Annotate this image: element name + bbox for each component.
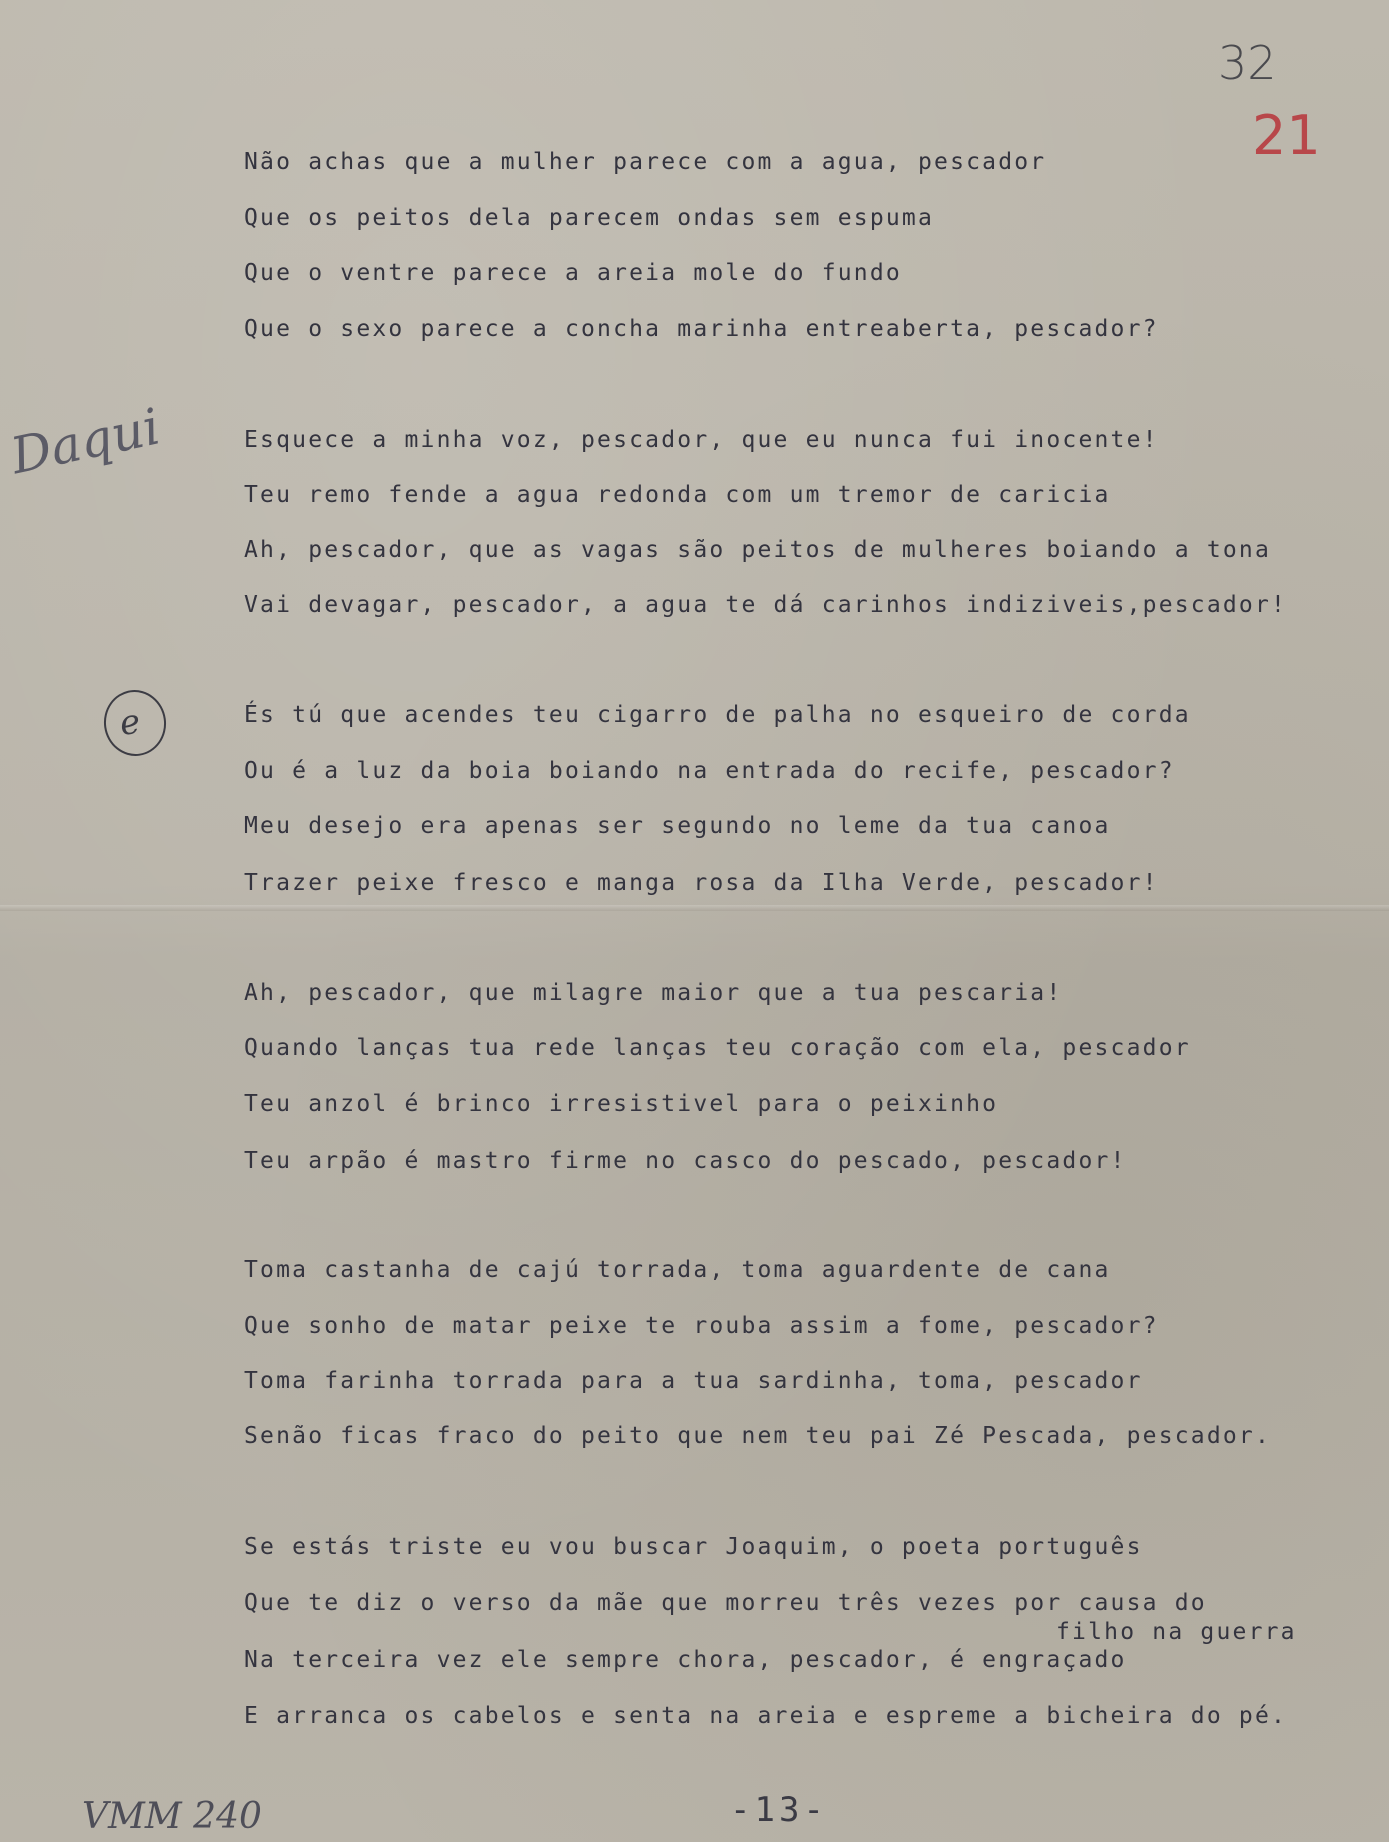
- poem-line: És tú que acendes teu cigarro de palha no esqueiro de corda: [244, 702, 1191, 728]
- poem-line: Não achas que a mulher parece com a agua, pescador: [244, 149, 1047, 175]
- poem-line-continuation: filho na guerra: [1056, 1619, 1297, 1645]
- circled-mark: [100, 686, 171, 760]
- poem-line: Ah, pescador, que as vagas são peitos de mulheres boiando a tona: [244, 537, 1272, 563]
- poem-line: Toma castanha de cajú torrada, toma aguardente de cana: [244, 1257, 1111, 1283]
- poem-line: Senão ficas fraco do peito que nem teu pai Zé Pescada, pescador.: [244, 1423, 1272, 1449]
- poem-line: Teu arpão é mastro firme no casco do pescado, pescador!: [244, 1148, 1127, 1174]
- poem-line: Na terceira vez ele sempre chora, pescador, é engraçado: [244, 1647, 1127, 1673]
- poem-line: Que te diz o verso da mãe que morreu três vezes por causa do: [244, 1590, 1207, 1616]
- poem-line: Vai devagar, pescador, a agua te dá carinhos indiziveis,pescador!: [244, 592, 1288, 618]
- poem-line: Se estás triste eu vou buscar Joaquim, o poeta português: [244, 1534, 1143, 1560]
- paper-fold: [0, 905, 1389, 911]
- catalog-mark: VMM 240: [82, 1796, 262, 1837]
- poem-line: Esquece a minha voz, pescador, que eu nunca fui inocente!: [244, 427, 1159, 453]
- folio-number-pencil: 32: [1218, 36, 1277, 90]
- poem-line: Que o sexo parece a concha marinha entreaberta, pescador?: [244, 316, 1159, 342]
- poem-line: Quando lanças tua rede lanças teu coração com ela, pescador: [244, 1035, 1191, 1061]
- circled-mark-letter: e: [117, 701, 143, 744]
- poem-line: Que o ventre parece a areia mole do fundo: [244, 260, 902, 286]
- poem-line: Meu desejo era apenas ser segundo no leme da tua canoa: [244, 813, 1111, 839]
- poem-line: Que sonho de matar peixe te rouba assim a fome, pescador?: [244, 1313, 1159, 1339]
- poem-line: E arranca os cabelos e senta na areia e espreme a bicheira do pé.: [244, 1703, 1288, 1729]
- poem-line: Ou é a luz da boia boiando na entrada do recife, pescador?: [244, 758, 1175, 784]
- folio-number-red: 21: [1252, 104, 1321, 167]
- poem-line: Que os peitos dela parecem ondas sem espuma: [244, 205, 935, 231]
- poem-line: Teu remo fende a agua redonda com um tremor de caricia: [244, 482, 1111, 508]
- poem-line: Trazer peixe fresco e manga rosa da Ilha Verde, pescador!: [244, 870, 1159, 896]
- poem-line: Teu anzol é brinco irresistivel para o peixinho: [244, 1091, 999, 1117]
- poem-line: Ah, pescador, que milagre maior que a tua pescaria!: [244, 980, 1063, 1006]
- margin-note: Daqui: [5, 397, 165, 486]
- page-number: -13-: [730, 1790, 828, 1830]
- poem-line: Toma farinha torrada para a tua sardinha, toma, pescador: [244, 1368, 1143, 1394]
